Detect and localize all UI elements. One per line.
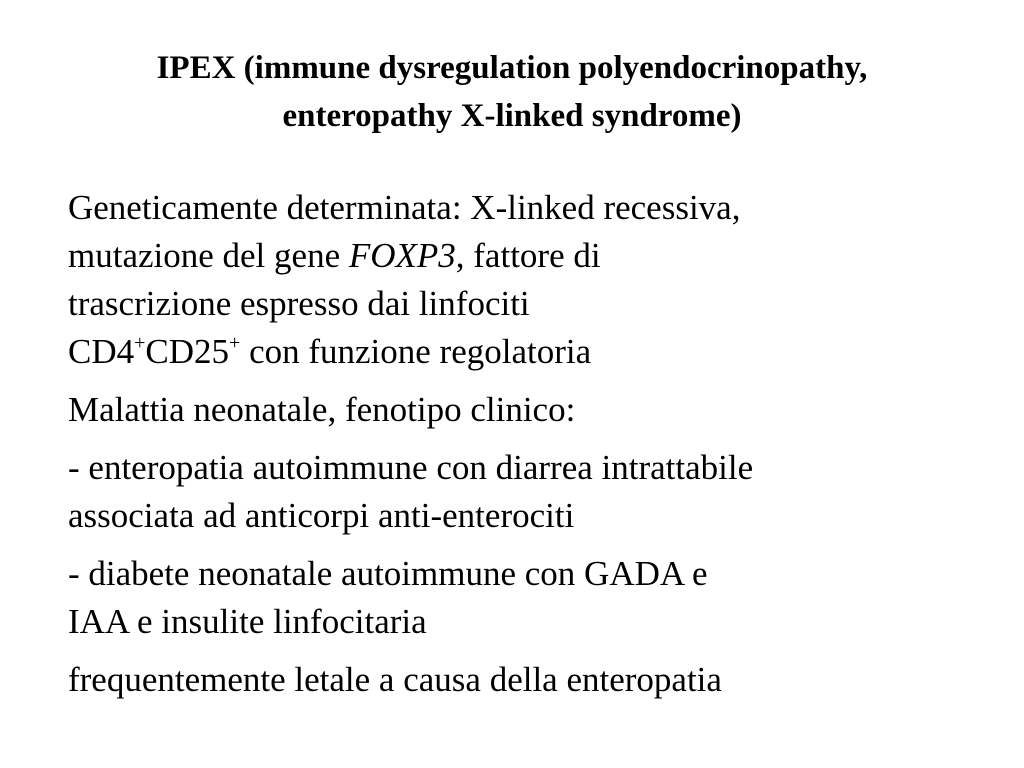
slide-title-line-1: IPEX (immune dysregulation polyendocrinopathy, [156,50,868,86]
paragraph-genetics-line-2 [68,232,988,280]
paragraph-genetics-line-1: Geneticamente determinata: X-linked recessiva, [68,188,741,227]
marker-cd25-superscript: + [229,332,241,354]
paragraph-genetics-line-3: trascrizione espresso dai linfociti [68,284,530,323]
slide-title [40,44,984,140]
marker-cd4: CD4 [68,332,135,371]
paragraph-phenotype [68,386,988,434]
slide-body [68,184,988,714]
paragraph-diabetes-line-2: IAA e insulite linfocitaria [68,602,427,641]
marker-cd4-superscript: + [134,332,146,354]
paragraph-enteropathy [68,444,988,540]
gene-name-foxp3: FOXP3 [348,236,456,275]
paragraph-genetics-line-4 [68,328,988,376]
paragraph-genetics [68,184,988,376]
paragraph-diabetes-line-1: - diabete neonatale autoimmune con GADA e [68,554,708,593]
gene-text-prefix: mutazione del gene [68,236,349,275]
marker-cd25: CD25 [145,332,230,371]
paragraph-enteropathy-line-1: - enteropatia autoimmune con diarrea intrattabile [68,448,754,487]
paragraph-diabetes [68,550,988,646]
paragraph-outcome [68,656,988,704]
paragraph-phenotype-line-1: Malattia neonatale, fenotipo clinico: [68,390,576,429]
slide-title-line-2: enteropathy X-linked syndrome) [282,98,742,134]
marker-function-text: con funzione regolatoria [240,332,592,371]
gene-text-suffix: , fattore di [455,236,601,275]
paragraph-enteropathy-line-2: associata ad anticorpi anti-enterociti [68,496,575,535]
paragraph-outcome-line-1: frequentemente letale a causa della enteropatia [68,660,722,699]
